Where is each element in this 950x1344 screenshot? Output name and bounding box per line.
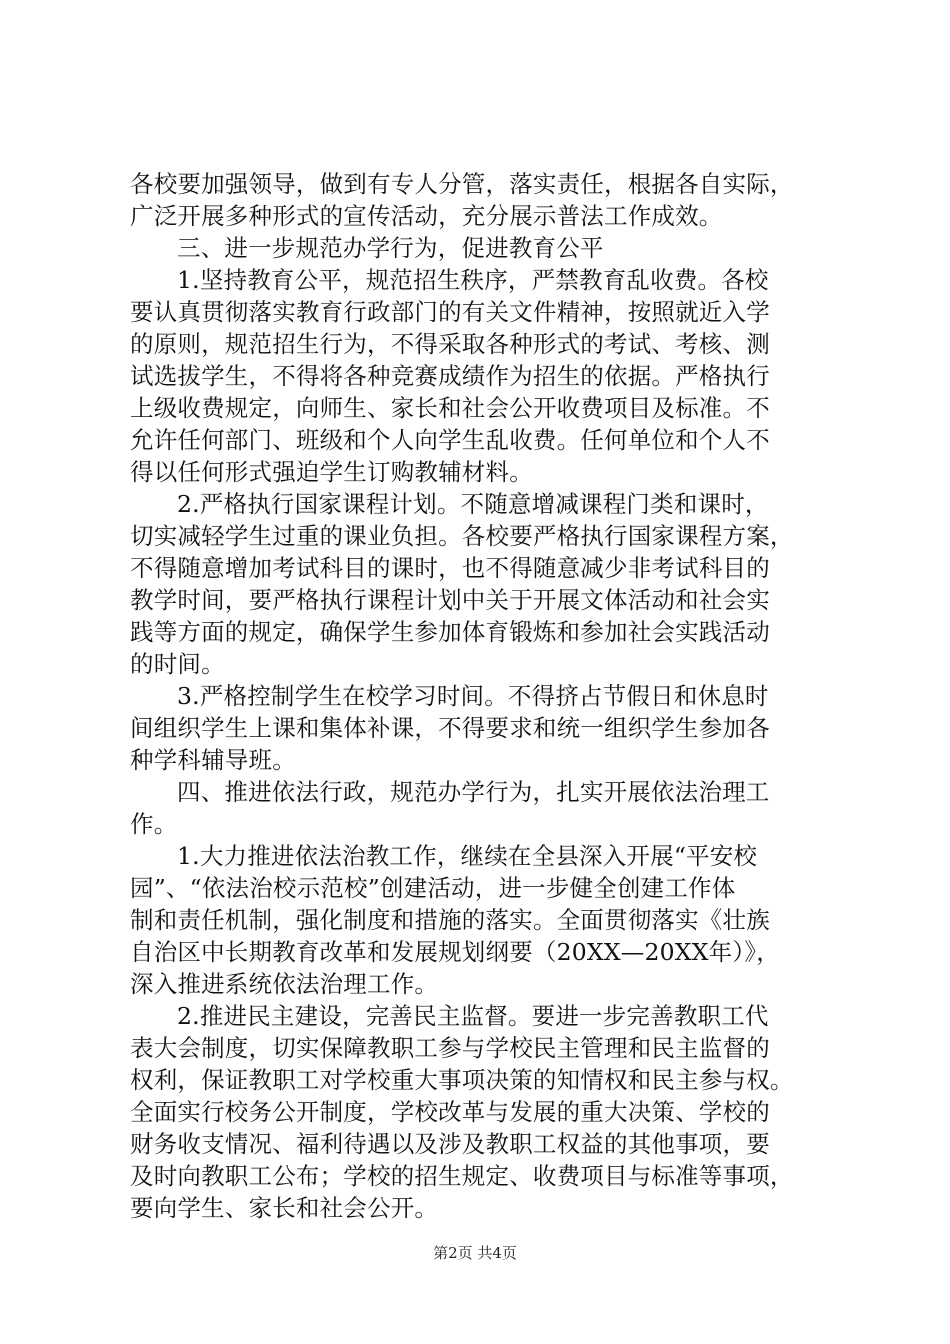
text-line: 3.严格控制学生在校学习时间。不得挤占节假日和休息时 [177,682,769,710]
text-line: 表大会制度，切实保障教职工参与学校民主管理和民主监督的 [130,1034,770,1062]
text-line: 各校要加强领导，做到有专人分管，落实责任，根据各自实际， [130,170,794,198]
text-line: 2.严格执行国家课程计划。不随意增减课程门类和课时， [177,490,769,518]
text-line: 不得随意增加考试科目的课时，也不得随意减少非考试科目的 [130,554,770,582]
text-line: 要认真贯彻落实教育行政部门的有关文件精神，按照就近入学 [130,298,770,326]
text-line: 种学科辅导班。 [130,746,296,774]
text-line: 要向学生、家长和社会公开。 [130,1194,439,1222]
text-line: 的原则，规范招生行为，不得采取各种形式的考试、考核、测 [130,330,770,358]
text-line: 作。 [130,810,178,838]
text-line: 间组织学生上课和集体补课，不得要求和统一组织学生参加各 [130,714,770,742]
text-line: 1.坚持教育公平，规范招生秩序，严禁教育乱收费。各校 [177,266,769,294]
text-line: 深入推进系统依法治理工作。 [130,970,439,998]
text-line: 园”、“依法治校示范校”创建活动，进一步健全创建工作体 [130,874,736,902]
text-line: 广泛开展多种形式的宣传活动，充分展示普法工作成效。 [130,202,723,230]
text-line: 上级收费规定，向师生、家长和社会公开收费项目及标准。不 [130,394,770,422]
text-line: 试选拔学生，不得将各种竞赛成绩作为招生的依据。严格执行 [130,362,770,390]
document-body [130,168,830,1224]
text-line: 财务收支情况、福利待遇以及涉及教职工权益的其他事项，要 [130,1130,770,1158]
text-line: 全面实行校务公开制度，学校改革与发展的重大决策、学校的 [130,1098,770,1126]
text-line: 1.大力推进依法治教工作，继续在全县深入开展“平安校 [177,842,758,870]
text-line: 践等方面的规定，确保学生参加体育锻炼和参加社会实践活动 [130,618,770,646]
text-line: 2.推进民主建设，完善民主监督。要进一步完善教职工代 [177,1002,769,1030]
text-line: 得以任何形式强迫学生订购教辅材料。 [130,458,533,486]
text-line: 切实减轻学生过重的课业负担。各校要严格执行国家课程方案， [130,522,794,550]
text-line: 允许任何部门、班级和个人向学生乱收费。任何单位和个人不 [130,426,770,454]
text-line: 及时向教职工公布；学校的招生规定、收费项目与标准等事项， [130,1162,794,1190]
page-footer: 第2页 共4页 [433,1244,517,1262]
text-line: 教学时间，要严格执行课程计划中关于开展文体活动和社会实 [130,586,770,614]
text-line: 权利，保证教职工对学校重大事项决策的知情权和民主参与权。 [130,1066,794,1094]
text-line: 四、推进依法行政，规范办学行为，扎实开展依法治理工 [177,778,770,806]
text-line: 的时间。 [130,650,225,678]
text-line: 自治区中长期教育改革和发展规划纲要（20XX—20XX年）》， [130,938,780,966]
text-line: 制和责任机制，强化制度和措施的落实。全面贯彻落实《壮族 [130,906,770,934]
text-line: 三、进一步规范办学行为，促进教育公平 [177,234,604,262]
